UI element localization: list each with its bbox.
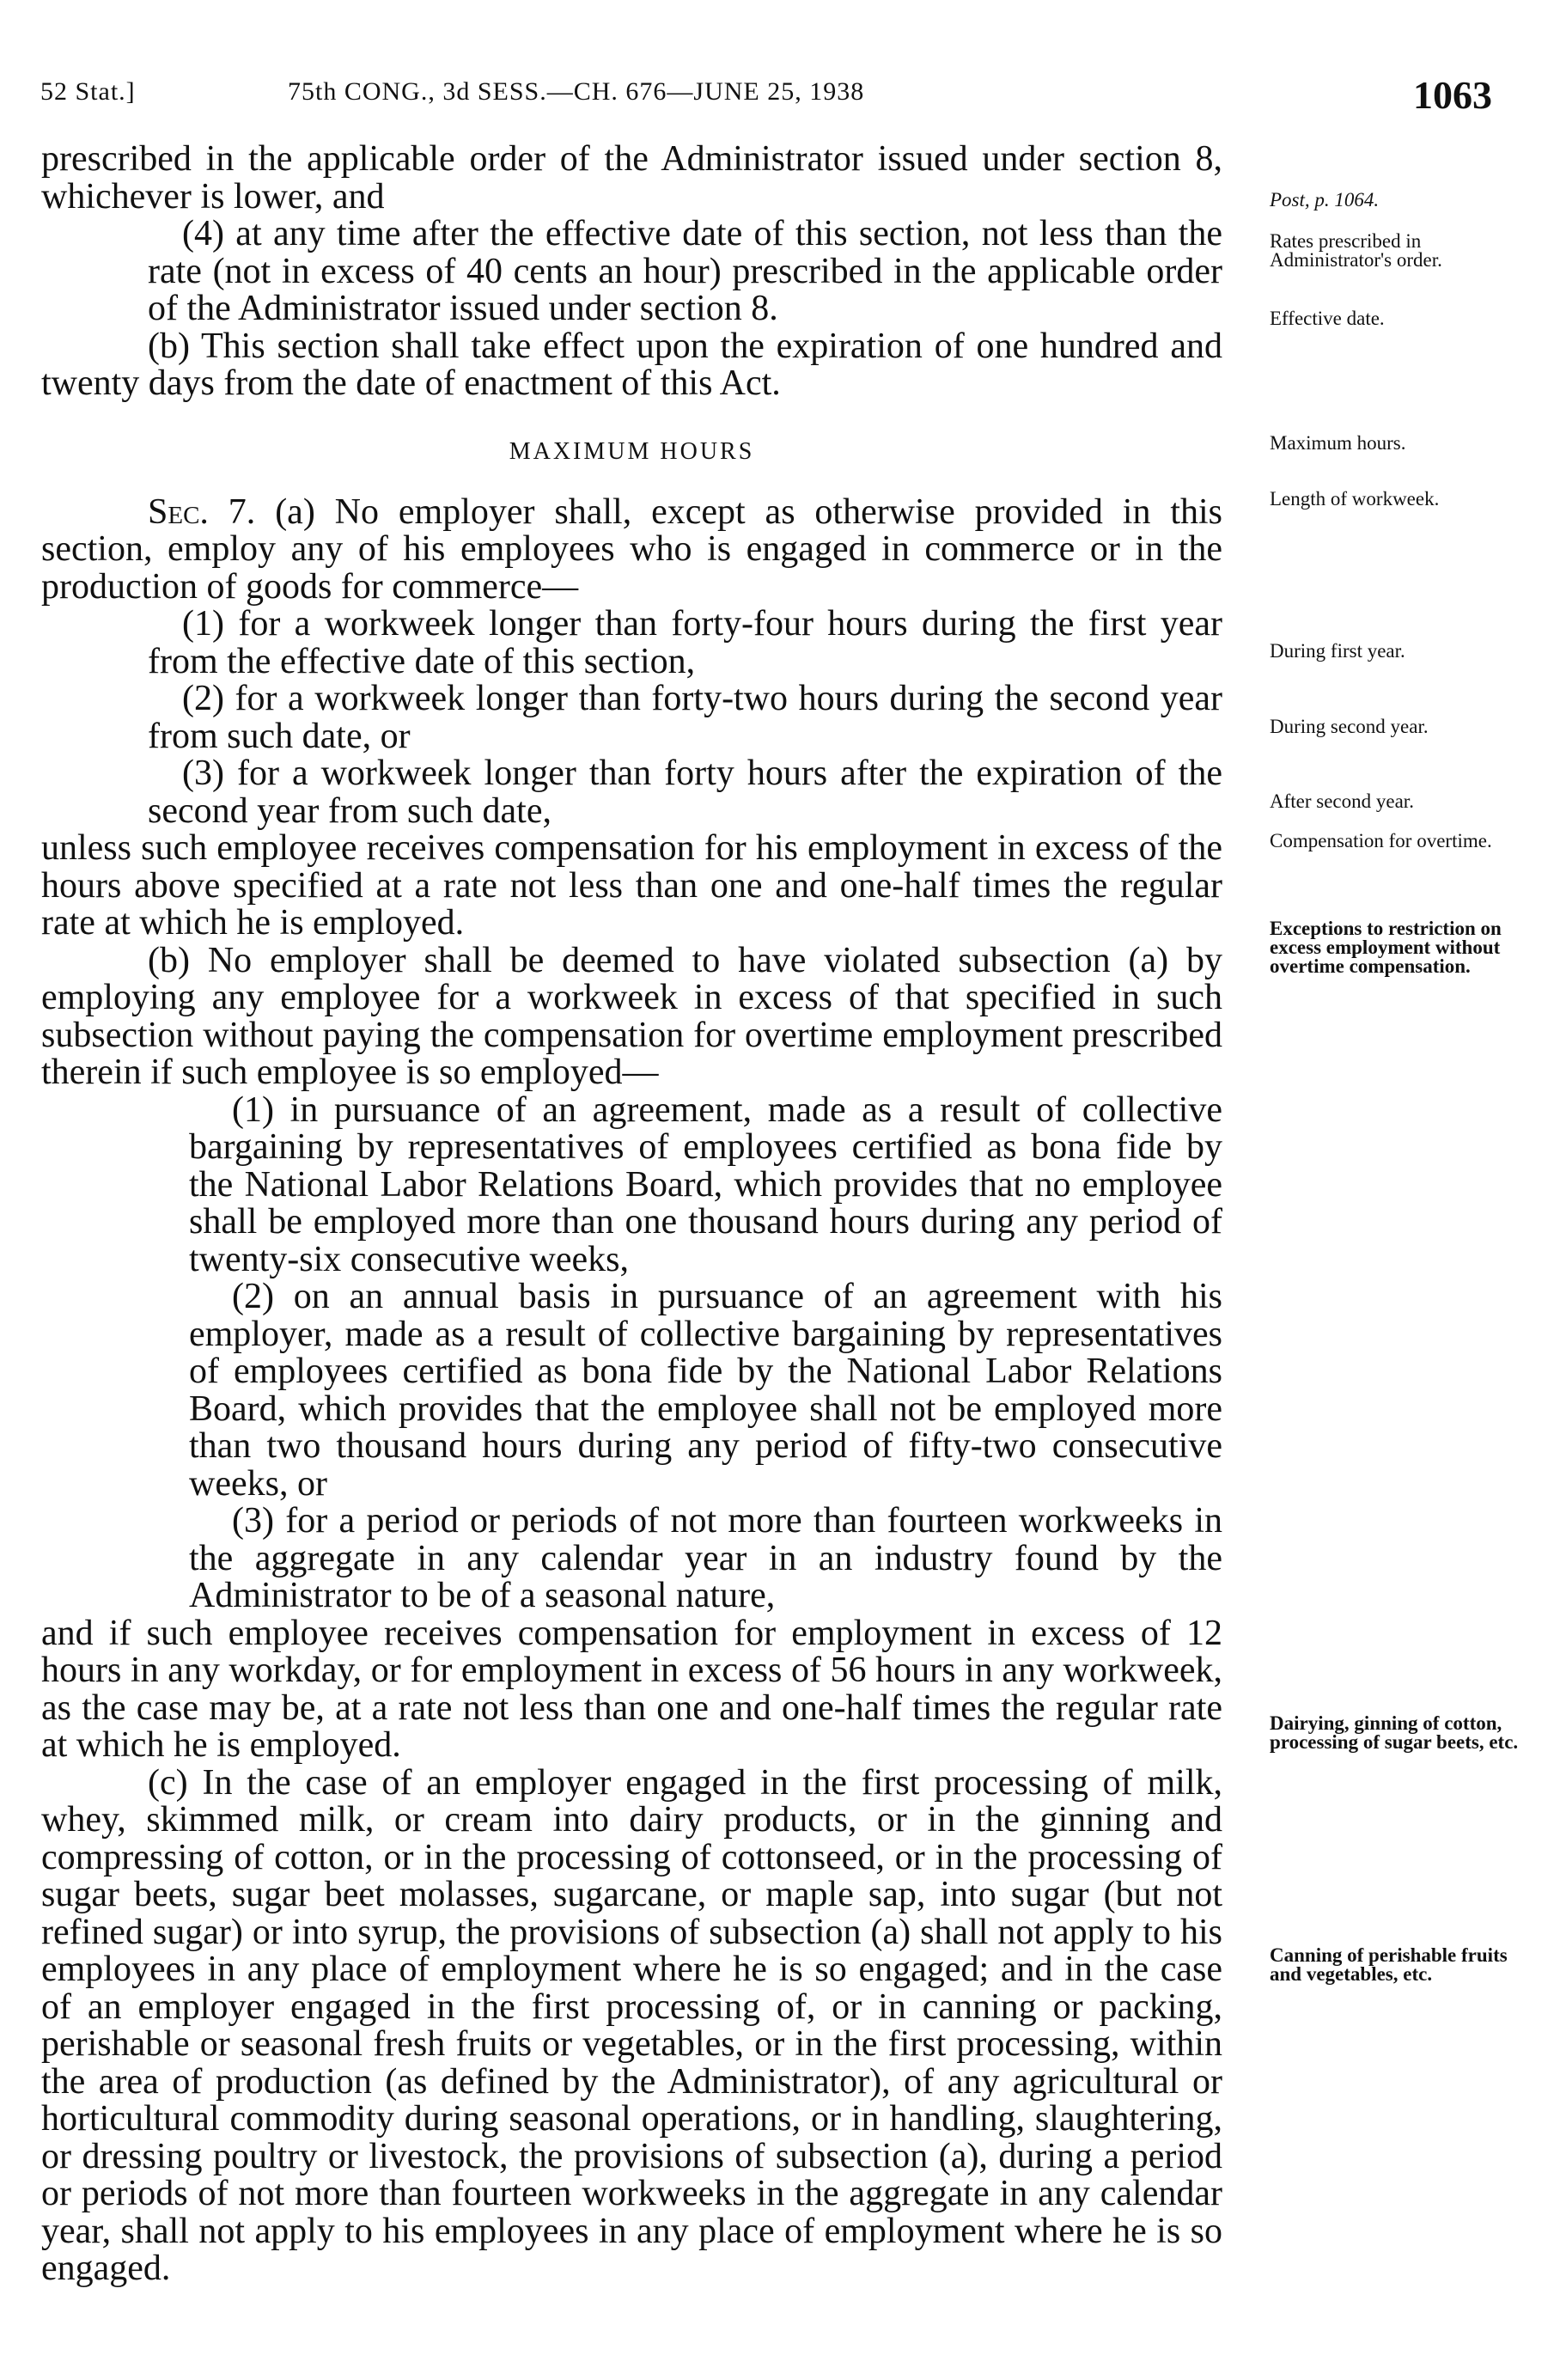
running-head: 75th CONG., 3d SESS.—CH. 676—JUNE 25, 1938 <box>288 77 865 106</box>
margin-note-overtime: Compensation for overtime. <box>1270 830 1492 851</box>
paragraph-continuation: prescribed in the applicable order of the Administrator issued under section 8, whichever is lower, and <box>41 139 1222 217</box>
subsection-c: (c) In the case of an employer engaged in the first processing of milk, whey, skimmed milk, or cream into dairy products, or in the ginning and compressing of cotton, or in the processing of cottonseed, or in the processing of sugar beets, sugar beet molasses, sugarcane, or maple sap, into sugar (but not refined sugar) or into syrup, the provisions of subsection (a) shall not apply to his employees in any place of employment where he is so engaged; and in the case of an employer engaged in the first processing of, or in canning or packing, perishable or seasonal fresh fruits or vegetables, or in the first processing, within the area of production (as defined by the Administrator), of any agricultural or horticultural commodity during seasonal operations, or in handling, slaughtering, or dressing poultry or livestock, the provisions of subsection (a), during a period or periods of not more than fourteen workweeks in the aggregate in any calendar year, shall not apply to his employees in any place of employment where he is so engaged. <box>41 1762 1222 2288</box>
margin-note-first-year: During first year. <box>1270 640 1405 662</box>
clause-a-tail: unless such employee receives compensation for his employment in excess of the hours above specified at a rate not less than one and one-half times the regular rate at which he is employed. <box>41 828 1222 943</box>
statute-reference: 52 Stat.] <box>40 77 136 106</box>
section-7a <box>41 491 1223 607</box>
main-text <box>41 141 1222 2288</box>
page-header <box>40 72 1492 124</box>
section-heading: MAXIMUM HOURS <box>509 437 755 465</box>
section-label: Sec. 7. <box>148 491 256 532</box>
clause-a3: (3) for a workweek longer than forty hours after the expiration of the second year from such date, <box>148 754 1222 831</box>
section-7a-text: (a) No employer shall, except as otherwise provided in this section, employ any of his employees who is engaged in commerce or in the production of goods for commerce— <box>41 491 1223 607</box>
subsection-b-effective: (b) This section shall take effect upon the expiration of one hundred and twenty days from the date of enactment of this Act. <box>41 326 1222 403</box>
margin-note-second-year: During second year. <box>1270 716 1429 737</box>
margin-note-exceptions: Exceptions to restriction on excess employment without overtime compensation. <box>1270 918 1502 977</box>
clause-a1: (1) for a workweek longer than forty-four hours during the first year from the effective date of this section, <box>148 604 1222 681</box>
clause-b2: (2) on an annual basis in pursuance of an agreement with his employer, made as a result of collective bargaining by representatives of employees certified as bona fide by the National Labor Relations Board, which provides that the employee shall not be employed more than two thousand hours during any period of fifty-two consecutive weeks, or <box>189 1277 1222 1504</box>
margin-note-length: Length of workweek. <box>1270 488 1440 510</box>
margin-note-max-hours: Maximum hours. <box>1270 432 1406 454</box>
clause-b-tail: and if such employee receives compensation for employment in excess of 12 hours in any workday, or for employment in excess of 56 hours in any workweek, as the case may be, at a rate not less than one and one-half times the regular rate at which he is employed. <box>41 1613 1222 1765</box>
margin-note-dairying: Dairying, ginning of cotton, processing of sugar beets, etc. <box>1270 1712 1519 1753</box>
margin-note-canning: Canning of perishable fruits and vegetables, etc. <box>1270 1944 1508 1985</box>
clause-a2: (2) for a workweek longer than forty-two hours during the second year from such date, or <box>148 679 1222 756</box>
page-number: 1063 <box>1413 73 1492 117</box>
subsection-b: (b) No employer shall be deemed to have violated subsection (a) by employing any employee for a workweek in excess of that specified in such subsection without paying the compensation for overtime employment prescribed therein if such employee is so employed— <box>41 940 1222 1092</box>
margin-note-effective: Effective date. <box>1270 308 1385 329</box>
margin-note-rates: Rates prescribed in Administrator's order. <box>1270 230 1442 271</box>
margin-note-post: Post, p. 1064. <box>1270 189 1380 211</box>
clause-b1: (1) in pursuance of an agreement, made as a result of collective bargaining by representatives of employees certified as bona fide by the National Labor Relations Board, which provides that no employee shall be employed more than one thousand hours during any period of twenty-six consecutive weeks, <box>189 1089 1222 1279</box>
clause-4: (4) at any time after the effective date of this section, not less than the rate (not in excess of 40 cents an hour) prescribed in the applicable order of the Administrator issued under section 8. <box>148 214 1222 328</box>
margin-note-after-second: After second year. <box>1270 790 1414 812</box>
clause-b3: (3) for a period or periods of not more than fourteen workweeks in the aggregate in any calendar year in an industry found by the Administrator to be of a seasonal nature, <box>189 1501 1222 1615</box>
